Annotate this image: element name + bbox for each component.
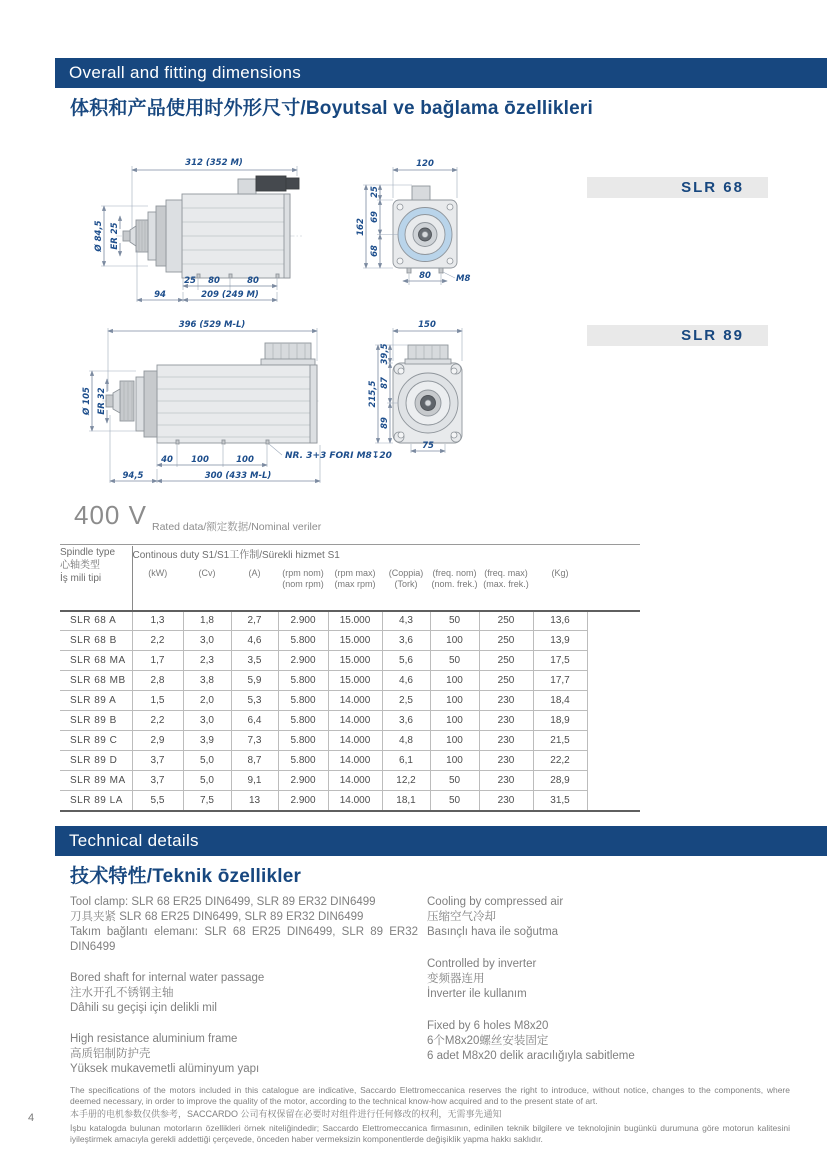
- unit-header: [183, 568, 231, 610]
- tech-line: 6个M8x20螺丝安装固定: [427, 1035, 549, 1047]
- table-row: [60, 650, 587, 670]
- dim-label: 89: [380, 417, 390, 429]
- unit-header-line: (max rpm): [334, 579, 376, 589]
- dim-label: 80: [208, 276, 220, 286]
- unit-header: [479, 568, 533, 610]
- table-cell: 15.000: [328, 610, 382, 630]
- table-cell: 14.000: [328, 770, 382, 790]
- table-row: [60, 770, 587, 790]
- dim-label: ER 25: [110, 222, 120, 250]
- dim-label: 80: [247, 276, 259, 286]
- unit-header-line: (freq. nom): [432, 568, 477, 578]
- slr89-side-view: [102, 343, 320, 444]
- tech-block-fixing: [427, 1019, 745, 1064]
- dim-label: 162: [356, 218, 366, 236]
- table-cell: 6,4: [231, 710, 278, 730]
- spindle-type-line: İş mili tipi: [60, 573, 102, 584]
- dim-label: 40: [161, 455, 173, 465]
- table-cell: 14.000: [328, 750, 382, 770]
- table-cell: 18,4: [533, 690, 587, 710]
- dim-label: 68: [370, 245, 380, 257]
- unit-header-line: (Coppia): [388, 568, 424, 578]
- table-cell: 5,3: [231, 690, 278, 710]
- spindle-model-cell: SLR 89 C: [60, 730, 132, 750]
- dim-label: 215,5: [368, 380, 378, 408]
- tech-block-inverter: [427, 957, 745, 1002]
- table-cell: 5.800: [278, 730, 328, 750]
- table-cell: 18,1: [382, 790, 430, 810]
- disclaimer-tr: İşbu katalogda bulunan motorların özellikleri örnek niteliğindedir; Saccardo Elettromeccanica firmasının, edinilen teknik bilgilere ve teknolojinin bugünkü durumuna göre motorun kalitesini iyileştirmek amacıyla gerekli addettiği çerçevede, önceden haber vermeksizin komponentlerde değişiklik yapma hakkı saklıdır.: [70, 1123, 790, 1144]
- spindle-type-header: [60, 546, 132, 610]
- tech-block-cooling: [427, 895, 745, 940]
- table-cell: 100: [430, 730, 479, 750]
- table-cell: 250: [479, 630, 533, 650]
- spindle-model-cell: SLR 68 B: [60, 630, 132, 650]
- table-cell: 18,9: [533, 710, 587, 730]
- table-cell: 22,2: [533, 750, 587, 770]
- slr68-technical-drawing: [90, 150, 480, 312]
- tech-line: High resistance aluminium frame: [70, 1033, 238, 1045]
- table-cell: 3,6: [382, 710, 430, 730]
- table-cell: 14.000: [328, 730, 382, 750]
- unit-header-line: (rpm nom): [282, 568, 324, 578]
- table-cell: 250: [479, 670, 533, 690]
- spindle-model-cell: SLR 68 MB: [60, 670, 132, 690]
- table-row: [60, 710, 587, 730]
- section-subtitle-dimensions: 体积和产品使用时外形尺寸/Boyutsal ve bağlama ōzellikleri: [70, 98, 593, 119]
- tech-line: Basınçlı hava ile soğutma: [427, 926, 559, 938]
- section-header-technical: [55, 826, 827, 856]
- table-cell: 14.000: [328, 690, 382, 710]
- table-cell: 3,0: [183, 630, 231, 650]
- tech-line: 6 adet M8x20 delik aracılığıyla sabitleme: [427, 1050, 635, 1062]
- unit-header: [328, 568, 382, 610]
- dim-label: 69: [370, 211, 380, 223]
- slr68-side-view: [116, 176, 302, 278]
- disclaimer-en: The specifications of the motors included in this catalogue are indicative, Saccardo Elettromeccanica reserves the right to introduce, without notice, changes to the components, where deemed necessary, in order to improve the quality of the motor, according to the technical know-how acquired and to the present state of art.: [70, 1085, 790, 1106]
- dim-label: M8: [456, 274, 471, 284]
- table-cell: 14.000: [328, 790, 382, 810]
- disclaimer: [70, 1085, 790, 1144]
- spindle-model-cell: SLR 89 A: [60, 690, 132, 710]
- dim-label: 39,5: [380, 343, 390, 365]
- rated-table-body: [60, 610, 587, 810]
- tech-line: Controlled by inverter: [427, 958, 537, 970]
- table-cell: 4,8: [382, 730, 430, 750]
- table-cell: 4,3: [382, 610, 430, 630]
- table-cell: 1,5: [132, 690, 183, 710]
- unit-header-line: (freq. max): [484, 568, 528, 578]
- table-bottom-rule: [60, 810, 640, 812]
- table-cell: 12,2: [382, 770, 430, 790]
- dim-label: 209 (249 M): [201, 290, 259, 300]
- table-cell: 17,5: [533, 650, 587, 670]
- unit-header-line: (Cv): [198, 568, 216, 578]
- table-cell: 17,7: [533, 670, 587, 690]
- tech-line: 刀具夹紧 SLR 68 ER25 DIN6499, SLR 89 ER32 DIN6499: [70, 911, 364, 923]
- table-cell: 1,8: [183, 610, 231, 630]
- tech-block-tool-clamp: [70, 895, 418, 955]
- dim-label: 100: [191, 455, 209, 465]
- duty-header: Continous duty S1/S1工作制/Sürekli hizmet S1: [132, 550, 340, 561]
- dim-label: Ø 84,5: [94, 220, 104, 252]
- table-cell: 5.800: [278, 710, 328, 730]
- spindle-model-cell: SLR 89 D: [60, 750, 132, 770]
- table-row: [60, 730, 587, 750]
- unit-header: [278, 568, 328, 610]
- spindle-model-cell: SLR 89 MA: [60, 770, 132, 790]
- table-cell: 50: [430, 790, 479, 810]
- divider: [60, 544, 640, 545]
- table-cell: 250: [479, 650, 533, 670]
- tech-line: Yüksek mukavemetli alüminyum yapı: [70, 1063, 260, 1075]
- unit-header: [430, 568, 479, 610]
- table-cell: 3,5: [231, 650, 278, 670]
- table-cell: 2,3: [183, 650, 231, 670]
- table-cell: 3,0: [183, 710, 231, 730]
- unit-header-line: (rpm max): [334, 568, 376, 578]
- table-cell: 1,3: [132, 610, 183, 630]
- table-row: [60, 690, 587, 710]
- unit-header-line: (Kg): [551, 568, 569, 578]
- table-cell: 5.800: [278, 750, 328, 770]
- spindle-model-cell: SLR 68 MA: [60, 650, 132, 670]
- table-cell: 2,7: [231, 610, 278, 630]
- section-subtitle-technical: 技术特性/Teknik ōzellikler: [70, 866, 302, 887]
- section-header-dimensions: [55, 58, 827, 88]
- table-cell: 13,6: [533, 610, 587, 630]
- tech-line: Cooling by compressed air: [427, 896, 564, 908]
- tech-line: Fixed by 6 holes M8x20: [427, 1020, 549, 1032]
- table-row: [60, 790, 587, 810]
- slr89-front-view: [393, 345, 462, 443]
- dim-label: 396 (529 M-L): [178, 320, 246, 330]
- table-cell: 230: [479, 790, 533, 810]
- model-label-slr68: SLR 68: [587, 177, 768, 198]
- table-cell: 5,6: [382, 650, 430, 670]
- table-cell: 3,8: [183, 670, 231, 690]
- table-row: [60, 670, 587, 690]
- dim-label: 25: [184, 276, 196, 286]
- unit-header-line: (Tork): [394, 579, 418, 589]
- table-cell: 28,9: [533, 770, 587, 790]
- dim-label: 87: [380, 377, 390, 389]
- table-top-rule: [60, 610, 640, 612]
- tech-line: Dâhili su geçişi için delikli mil: [70, 1002, 217, 1014]
- dim-label: 120: [416, 159, 434, 169]
- table-cell: 14.000: [328, 710, 382, 730]
- rated-data-label: Rated data/额定数据/Nominal veriler: [152, 521, 322, 533]
- table-cell: 15.000: [328, 650, 382, 670]
- dim-label: 25: [370, 186, 380, 198]
- table-cell: 100: [430, 750, 479, 770]
- table-cell: 5,0: [183, 770, 231, 790]
- section-title: Overall and fitting dimensions: [69, 63, 302, 82]
- page-number: 4: [28, 1112, 35, 1124]
- voltage-heading: 400 V: [74, 500, 147, 530]
- table-cell: 5.800: [278, 670, 328, 690]
- table-cell: 100: [430, 690, 479, 710]
- table-cell: 5.800: [278, 690, 328, 710]
- table-cell: 13,9: [533, 630, 587, 650]
- spindle-type-line: 心轴类型: [60, 560, 100, 571]
- spindle-model-cell: SLR 89 LA: [60, 790, 132, 810]
- slr89-technical-drawing: [80, 315, 490, 500]
- table-row: [60, 630, 587, 650]
- table-cell: 3,9: [183, 730, 231, 750]
- dim-label: 312 (352 M): [185, 158, 243, 168]
- table-row: [60, 610, 587, 630]
- tech-line: Bored shaft for internal water passage: [70, 972, 265, 984]
- table-cell: 230: [479, 750, 533, 770]
- table-cell: 5.800: [278, 630, 328, 650]
- holes-note: NR. 3+3 FORI M8↧20: [285, 451, 392, 461]
- table-cell: 100: [430, 710, 479, 730]
- table-cell: 4,6: [382, 670, 430, 690]
- unit-header: [132, 568, 183, 610]
- unit-header-line: (nom. frek.): [431, 579, 478, 589]
- dim-label: ER 32: [97, 387, 107, 415]
- table-cell: 7,5: [183, 790, 231, 810]
- tech-line: Takım bağlantı elemanı: SLR 68 ER25 DIN6499, SLR 89 ER32 DIN6499: [70, 926, 418, 953]
- table-cell: 31,5: [533, 790, 587, 810]
- table-cell: 5,0: [183, 750, 231, 770]
- table-cell: 1,7: [132, 650, 183, 670]
- table-cell: 50: [430, 770, 479, 790]
- table-cell: 2.900: [278, 770, 328, 790]
- table-cell: 2.900: [278, 790, 328, 810]
- table-cell: 3,6: [382, 630, 430, 650]
- tech-line: 变频器连用: [427, 973, 485, 985]
- table-cell: 8,7: [231, 750, 278, 770]
- table-cell: 6,1: [382, 750, 430, 770]
- tech-line: 注水开孔不锈钢主轴: [70, 987, 174, 999]
- table-cell: 15.000: [328, 670, 382, 690]
- unit-header: [231, 568, 278, 610]
- rated-data-table: [60, 546, 588, 811]
- table-cell: 50: [430, 610, 479, 630]
- tech-line: İnverter ile kullanım: [427, 988, 527, 1000]
- table-cell: 50: [430, 650, 479, 670]
- table-cell: 2,2: [132, 710, 183, 730]
- unit-header-line: (nom rpm): [282, 579, 324, 589]
- table-cell: 5,5: [132, 790, 183, 810]
- unit-header-line: (kW): [148, 568, 168, 578]
- dim-label: 100: [236, 455, 254, 465]
- table-cell: 7,3: [231, 730, 278, 750]
- table-cell: 230: [479, 710, 533, 730]
- table-cell: 2,8: [132, 670, 183, 690]
- table-cell: 100: [430, 670, 479, 690]
- table-row: [60, 750, 587, 770]
- tech-block-aluminium-frame: [70, 1032, 418, 1077]
- spindle-model-cell: SLR 89 B: [60, 710, 132, 730]
- unit-header-line: (max. frek.): [483, 579, 529, 589]
- table-cell: 2,0: [183, 690, 231, 710]
- table-cell: 3,7: [132, 750, 183, 770]
- technical-left-column: [70, 895, 418, 1093]
- disclaimer-cn: 本手册的电机参数仅供参考，SACCARDO 公司有权保留在必要时对组件进行任何修改的权利，无需事先通知: [70, 1109, 502, 1119]
- table-cell: 3,7: [132, 770, 183, 790]
- spindle-model-cell: SLR 68 A: [60, 610, 132, 630]
- tech-line: 高质铝制防护壳: [70, 1048, 151, 1060]
- table-cell: 230: [479, 770, 533, 790]
- model-label-slr89: SLR 89: [587, 325, 768, 346]
- table-cell: 100: [430, 630, 479, 650]
- tech-block-bored-shaft: [70, 971, 418, 1016]
- spindle-type-line: Spindle type: [60, 547, 116, 558]
- tech-line: Tool clamp: SLR 68 ER25 DIN6499, SLR 89 ER32 DIN6499: [70, 896, 376, 908]
- table-cell: 2,5: [382, 690, 430, 710]
- dim-label: 94,5: [122, 471, 144, 481]
- table-cell: 21,5: [533, 730, 587, 750]
- table-cell: 230: [479, 730, 533, 750]
- table-cell: 5,9: [231, 670, 278, 690]
- table-cell: 230: [479, 690, 533, 710]
- table-cell: 250: [479, 610, 533, 630]
- dim-label: 150: [418, 320, 436, 330]
- unit-header: [533, 568, 587, 610]
- table-cell: 13: [231, 790, 278, 810]
- dim-label: 94: [154, 290, 166, 300]
- section-title: Technical details: [69, 831, 199, 850]
- table-cell: 2.900: [278, 650, 328, 670]
- tech-line: 压缩空气冷却: [427, 911, 496, 923]
- table-cell: 15.000: [328, 630, 382, 650]
- slr68-front-view: [393, 186, 457, 273]
- dim-label: 75: [422, 441, 434, 451]
- table-cell: 2,9: [132, 730, 183, 750]
- dim-label: Ø 105: [82, 387, 92, 415]
- technical-right-column: [427, 895, 745, 1080]
- table-cell: 2,2: [132, 630, 183, 650]
- table-cell: 4,6: [231, 630, 278, 650]
- table-cell: 9,1: [231, 770, 278, 790]
- dim-label: 80: [419, 271, 431, 281]
- unit-header: [382, 568, 430, 610]
- unit-header-line: (A): [248, 568, 261, 578]
- units-header-row: [60, 568, 587, 610]
- dim-label: 300 (433 M-L): [204, 471, 272, 481]
- table-cell: 2.900: [278, 610, 328, 630]
